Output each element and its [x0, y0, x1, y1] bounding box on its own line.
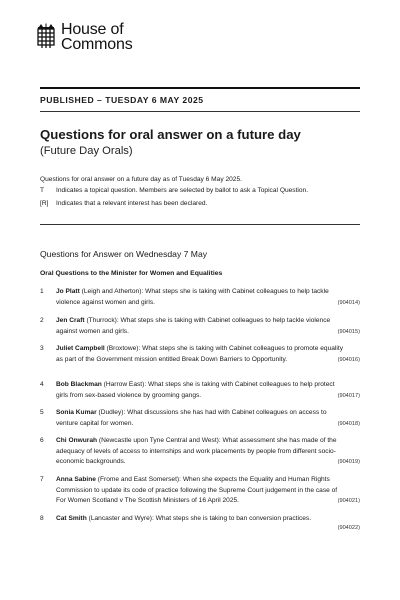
page-title: Questions for oral answer on a future day	[40, 127, 301, 142]
published-date: PUBLISHED – TUESDAY 6 MAY 2025	[40, 95, 204, 105]
legend-text: Indicates that a relevant interest has been declared.	[56, 200, 208, 207]
question-text: What steps she is taking to ban conversion practices.	[155, 515, 312, 522]
question-item	[40, 344, 360, 365]
question-number: 4	[40, 381, 44, 388]
question-ref: (904014)	[337, 299, 360, 306]
house-of-commons-logo	[36, 22, 133, 52]
constituency: (Newcastle upon Tyne Central and West):	[98, 437, 221, 444]
constituency: (Thurrock):	[86, 317, 119, 324]
question-ref: (904015)	[337, 328, 360, 335]
legend-key: T	[40, 187, 45, 194]
question-ref: (904016)	[337, 356, 360, 363]
member-name: Jo Platt	[56, 288, 80, 295]
question-text: What steps she is taking with Cabinet colleagues to help protect girls from sex-based violence by grooming gangs.	[56, 381, 335, 399]
question-item	[40, 475, 360, 507]
member-name: Anna Sabine	[56, 476, 96, 483]
constituency: (Frome and East Somerset):	[97, 476, 181, 483]
logo-wordmark	[61, 22, 133, 52]
question-text: What steps she is taking with Cabinet colleagues to promote equality as part of the Government mission entitled Break Down Barriers to Opportunity.	[56, 345, 343, 363]
question-text: When she expects the Equality and Human Rights Commission to update its code of practice following the Supreme Court judgement in the case of For Women Scotland v The Scottish Ministers of 16 April 2025.	[56, 476, 338, 504]
portcullis-icon	[36, 23, 56, 49]
question-number: 1	[40, 288, 44, 295]
divider	[40, 224, 360, 225]
legend-key: [R]	[40, 200, 49, 207]
constituency: (Leigh and Atherton):	[81, 288, 144, 295]
question-ref: (904018)	[337, 420, 360, 427]
divider	[40, 111, 360, 112]
legend-text: Indicates a topical question. Members are selected by ballot to ask a Topical Question.	[56, 187, 309, 194]
question-number: 5	[40, 409, 44, 416]
question-number: 2	[40, 317, 44, 324]
question-ref: (904022)	[337, 525, 360, 531]
legend-item	[40, 187, 308, 194]
page-subtitle: (Future Day Orals)	[40, 145, 133, 157]
question-text: What steps she is taking with Cabinet colleagues to help tackle violence against women and girls.	[56, 288, 329, 306]
divider	[40, 87, 360, 89]
question-number: 8	[40, 515, 44, 522]
constituency: (Dudley):	[98, 409, 126, 416]
member-name: Chi Onwurah	[56, 437, 98, 444]
section-heading: Questions for Answer on Wednesday 7 May	[40, 249, 208, 259]
question-item	[40, 380, 360, 401]
constituency: (Lancaster and Wyre):	[88, 515, 154, 522]
member-name: Bob Blackman	[56, 381, 102, 388]
question-text: What discussions she has had with Cabinet colleagues on access to venture capital for women.	[56, 409, 327, 427]
constituency: (Broxtowe):	[106, 345, 141, 352]
logo-line1: House of	[61, 21, 124, 38]
question-item	[40, 436, 360, 468]
member-name: Cat Smith	[56, 515, 87, 522]
logo-line2: Commons	[61, 36, 133, 53]
question-item	[40, 408, 360, 429]
section-subheading: Oral Questions to the Minister for Women and Equalities	[40, 270, 223, 277]
member-name: Sonia Kumar	[56, 409, 97, 416]
legend-item	[40, 200, 207, 207]
question-ref: (904017)	[337, 392, 360, 399]
question-ref: (904021)	[337, 498, 360, 504]
question-text: What steps she is taking with Cabinet colleagues to help tackle violence against women and girls.	[56, 317, 331, 335]
question-item	[40, 287, 360, 308]
constituency: (Harrow East):	[103, 381, 147, 388]
question-item	[40, 316, 360, 337]
member-name: Jen Craft	[56, 317, 85, 324]
question-ref: (904019)	[337, 459, 360, 465]
question-number: 3	[40, 345, 44, 352]
question-number: 6	[40, 437, 44, 444]
question-number: 7	[40, 476, 44, 483]
member-name: Juliet Campbell	[56, 345, 105, 352]
question-item	[40, 514, 360, 531]
question-text: What assessment she has made of the adequacy of levels of access to internships and work placements by people from different socio-economic backgrounds.	[56, 437, 337, 465]
intro-text: Questions for oral answer on a future day as of Tuesday 6 May 2025.	[40, 176, 242, 183]
